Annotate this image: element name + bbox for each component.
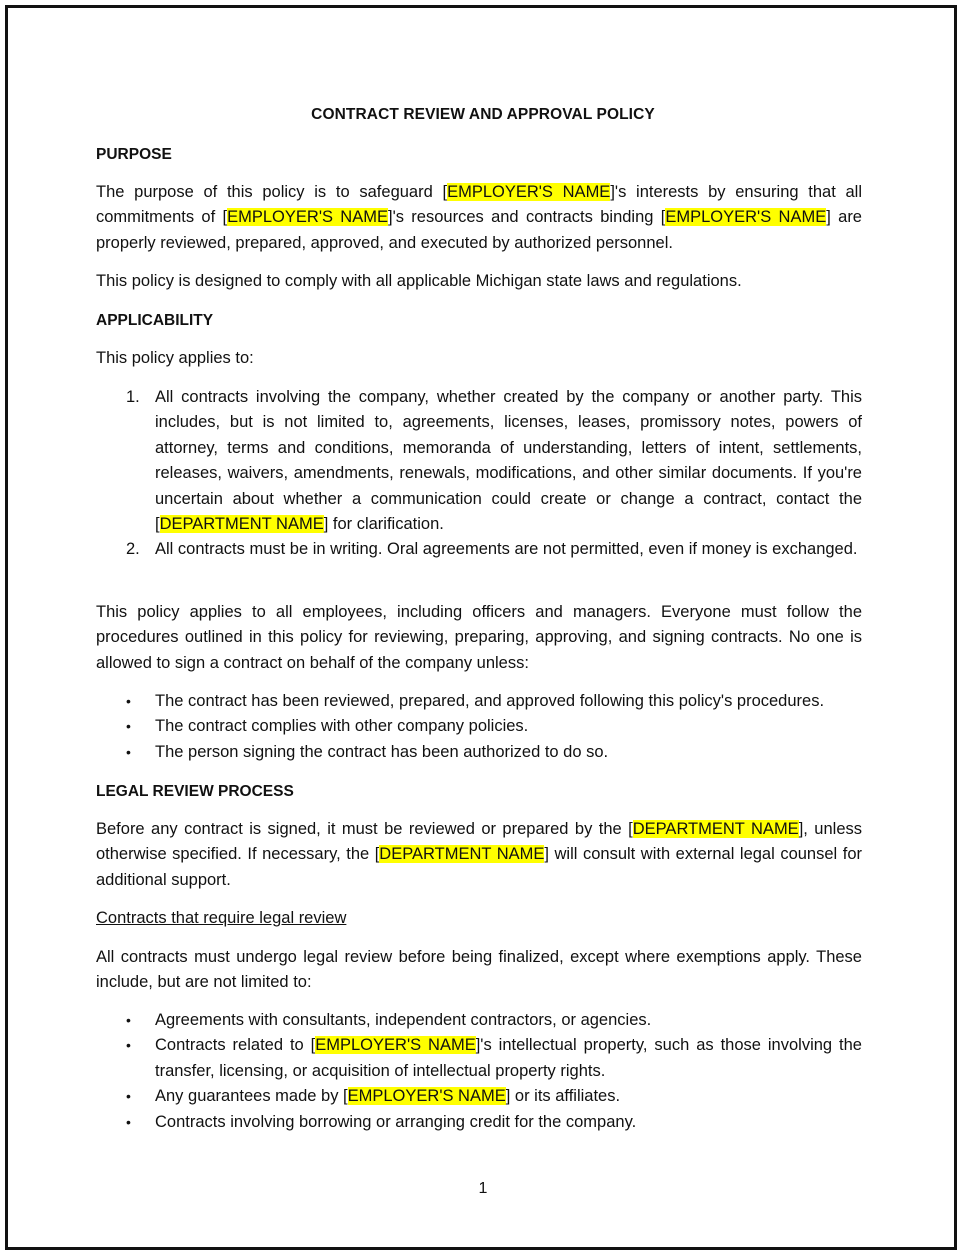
- bullet-icon: •: [126, 1088, 131, 1105]
- document-title: CONTRACT REVIEW AND APPROVAL POLICY: [311, 106, 655, 123]
- employer-name-placeholder: EMPLOYER'S NAME: [447, 183, 611, 201]
- bullet-icon: •: [126, 1037, 131, 1054]
- list-item: 2. All contracts must be in writing. Oral agreements are not permitted, even if money is exchanged.: [126, 540, 858, 559]
- department-name-placeholder: DEPARTMENT NAME: [632, 820, 799, 838]
- list-item: • Contracts related to [EMPLOYER'S NAME]'s intellectual property, such as those involving the transfer, licensing, or acquisition of intellectual property rights.: [96, 1033, 862, 1084]
- list-item: 1. All contracts involving the company, whether created by the company or another party. This includes, but is not limited to, agreements, licenses, leases, promissory notes, powers of attorney, terms and conditions, memoranda of understanding, letters of intent, settlements, releases, waivers, amendments, renewals, modifications, and other similar documents. If you're uncertain about whether a communication could create or change a contract, contact the [DEPARTMENT NAME] for clarification.: [126, 388, 862, 534]
- bullet-icon: •: [126, 1113, 131, 1130]
- department-name-placeholder: DEPARTMENT NAME: [379, 845, 545, 864]
- compliance-paragraph: This policy is designed to comply with all applicable Michigan state laws and regulations.: [96, 272, 742, 290]
- list-item: • The contract has been reviewed, prepared, and approved following this policy's procedures.: [96, 689, 862, 714]
- list-item: • Any guarantees made by [EMPLOYER'S NAME] or its affiliates.: [96, 1084, 862, 1109]
- bullet-icon: •: [126, 1012, 131, 1028]
- legal-review-subheading: Contracts that require legal review: [96, 909, 347, 927]
- list-item: • Contracts involving borrowing or arranging credit for the company.: [96, 1110, 862, 1135]
- employer-name-placeholder: EMPLOYER'S NAME: [665, 208, 827, 227]
- applicability-paragraph: This policy applies to all employees, including officers and managers. Everyone must follow the procedures outlined in this policy for reviewing, preparing, approving, and signing contracts. No one is allowed to sign a contract on behalf of the company unless:: [96, 603, 862, 672]
- list-item: • The person signing the contract has been authorized to do so.: [96, 740, 862, 765]
- bullet-icon: •: [126, 743, 131, 760]
- legal-review-heading: LEGAL REVIEW PROCESS: [96, 783, 294, 800]
- applicability-numbered-list: [96, 385, 862, 563]
- bullet-icon: •: [126, 718, 131, 735]
- employer-name-placeholder: EMPLOYER'S NAME: [347, 1087, 506, 1106]
- signing-conditions-list: [96, 689, 862, 765]
- applicability-heading: APPLICABILITY: [96, 312, 214, 329]
- bullet-icon: •: [126, 693, 131, 709]
- legal-review-exemptions-paragraph: All contracts must undergo legal review before being finalized, except where exemptions apply. These include, but are not limited to:: [96, 948, 862, 992]
- department-name-placeholder: DEPARTMENT NAME: [159, 515, 324, 534]
- document-page: [5, 5, 957, 1250]
- page-number: 1: [478, 1180, 488, 1197]
- legal-review-list: [96, 1008, 862, 1135]
- employer-name-placeholder: EMPLOYER'S NAME: [227, 208, 388, 227]
- list-item: • Agreements with consultants, independent contractors, or agencies.: [96, 1008, 862, 1033]
- purpose-heading: PURPOSE: [96, 146, 172, 163]
- employer-name-placeholder: EMPLOYER'S NAME: [315, 1036, 476, 1055]
- legal-review-paragraph: Before any contract is signed, it must be reviewed or prepared by the [DEPARTMENT NAME], unless otherwise specified. If necessary, the [DEPARTMENT NAME] will consult with external legal counsel for additional support.: [96, 820, 863, 889]
- list-item: • The contract complies with other company policies.: [96, 714, 862, 739]
- purpose-paragraph: The purpose of this policy is to safeguard [EMPLOYER'S NAME]'s interests by ensuring that all commitments of [EMPLOYER'S NAME]'s resources and contracts binding [EMPLOYER'S NAME] are properly reviewed, prepared, approved, and executed by authorized personnel.: [96, 183, 863, 252]
- applicability-intro: This policy applies to:: [96, 349, 254, 367]
